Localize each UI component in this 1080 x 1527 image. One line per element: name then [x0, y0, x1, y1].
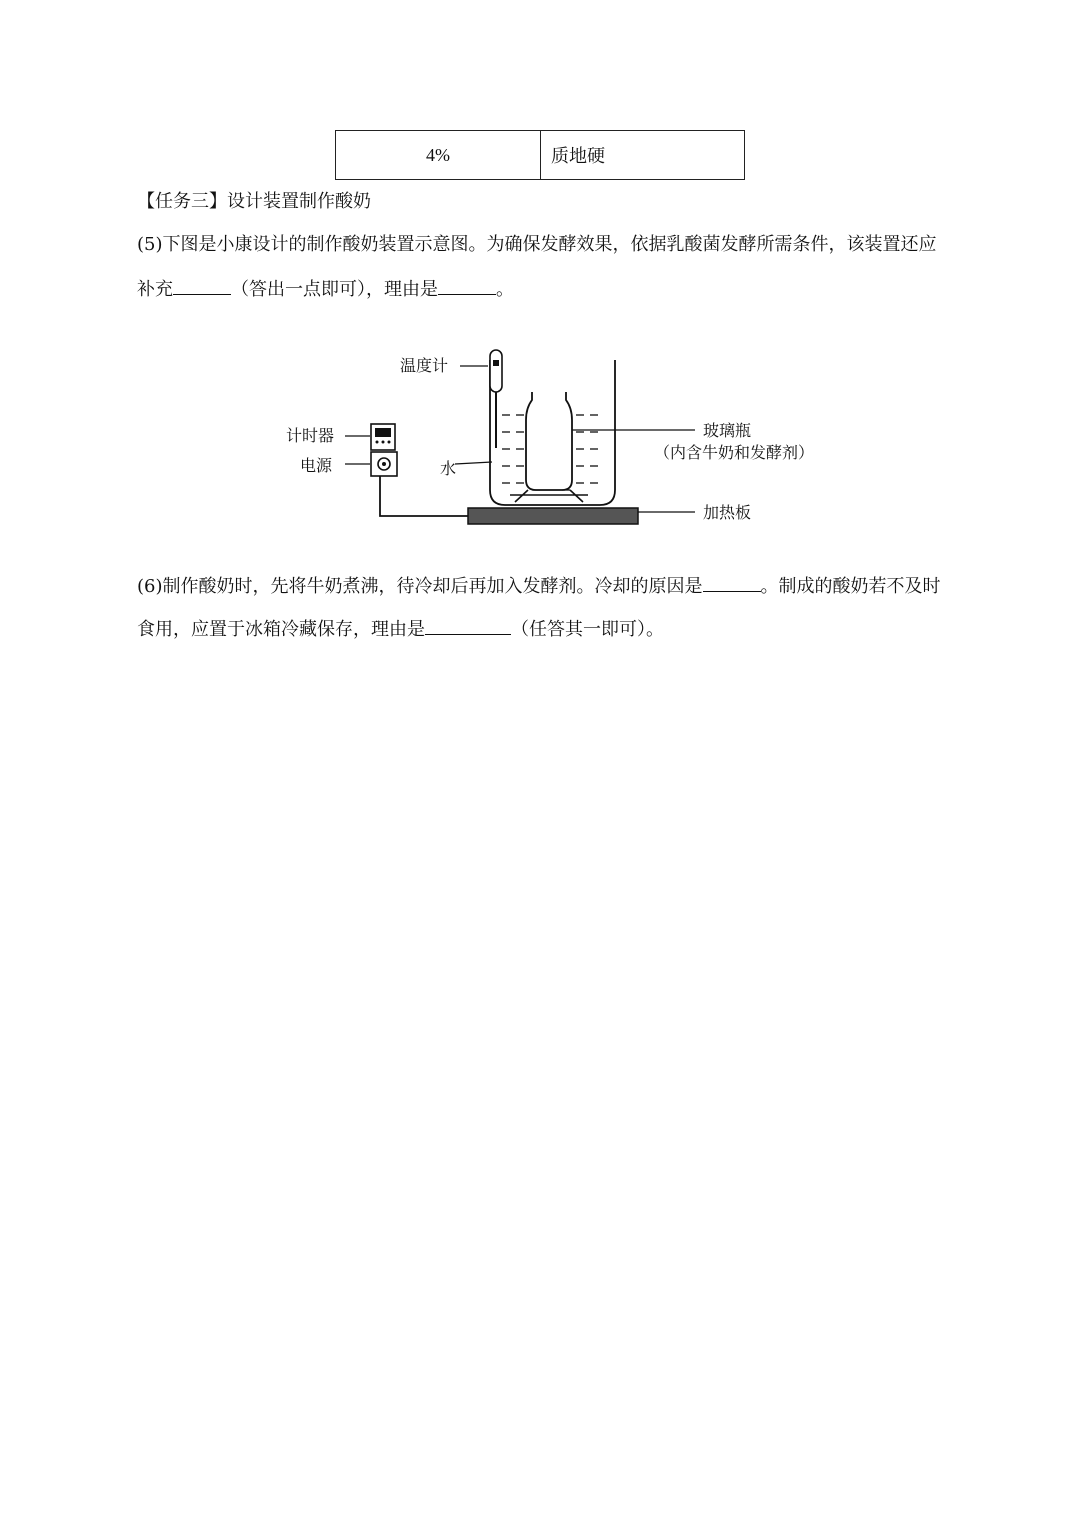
yogurt-apparatus-diagram [270, 340, 830, 540]
q5-line2-text-b: （答出一点即可），理由是 [231, 279, 438, 300]
label-heating-plate: 加热板 [703, 503, 752, 522]
label-power: 电源 [300, 456, 333, 475]
q5-line2-text-a: 补充 [137, 279, 173, 300]
bottle-stand-shape [510, 490, 588, 502]
table-row [336, 131, 745, 180]
table-cell-concentration: 4% [336, 131, 541, 180]
q6-line1 [137, 573, 941, 599]
label-bottle-note: （内含牛奶和发酵剂） [654, 443, 815, 462]
q6-line1-text-a: (6)制作酸奶时，先将牛奶煮沸，待冷却后再加入发酵剂。冷却的原因是 [137, 576, 703, 597]
label-timer: 计时器 [286, 426, 335, 445]
power-cable [380, 476, 468, 516]
q6-line1-text-b: 。制成的酸奶若不及时 [760, 576, 941, 597]
q5-line2 [137, 276, 514, 302]
heating-plate-shape [468, 508, 638, 524]
q6-answer-blank-2[interactable] [425, 616, 511, 635]
q5-line1: (5)下图是小康设计的制作酸奶装置示意图。为确保发酵效果，依据乳酸菌发酵所需条件，该装置还应 [137, 234, 937, 255]
q6-answer-blank-1[interactable] [703, 573, 761, 592]
q5-answer-blank-1[interactable] [173, 276, 231, 295]
label-leader-lines [345, 366, 695, 512]
q5-line2-text-c: 。 [496, 279, 514, 300]
thermometer-shape [490, 350, 502, 392]
label-bottle: 玻璃瓶 [703, 421, 752, 440]
label-thermometer: 温度计 [400, 356, 449, 375]
q6-line2-text-b: （任答其一即可）。 [511, 619, 664, 640]
task3-heading: 【任务三】设计装置制作酸奶 [137, 191, 371, 212]
label-water: 水 [440, 459, 457, 478]
table-cell-result: 质地硬 [541, 131, 745, 180]
glass-bottle-shape [526, 392, 572, 490]
result-table [335, 130, 745, 180]
q5-answer-blank-2[interactable] [438, 276, 496, 295]
q6-line2-text-a: 食用，应置于冰箱冷藏保存，理由是 [137, 619, 425, 640]
q6-line2 [137, 616, 664, 642]
